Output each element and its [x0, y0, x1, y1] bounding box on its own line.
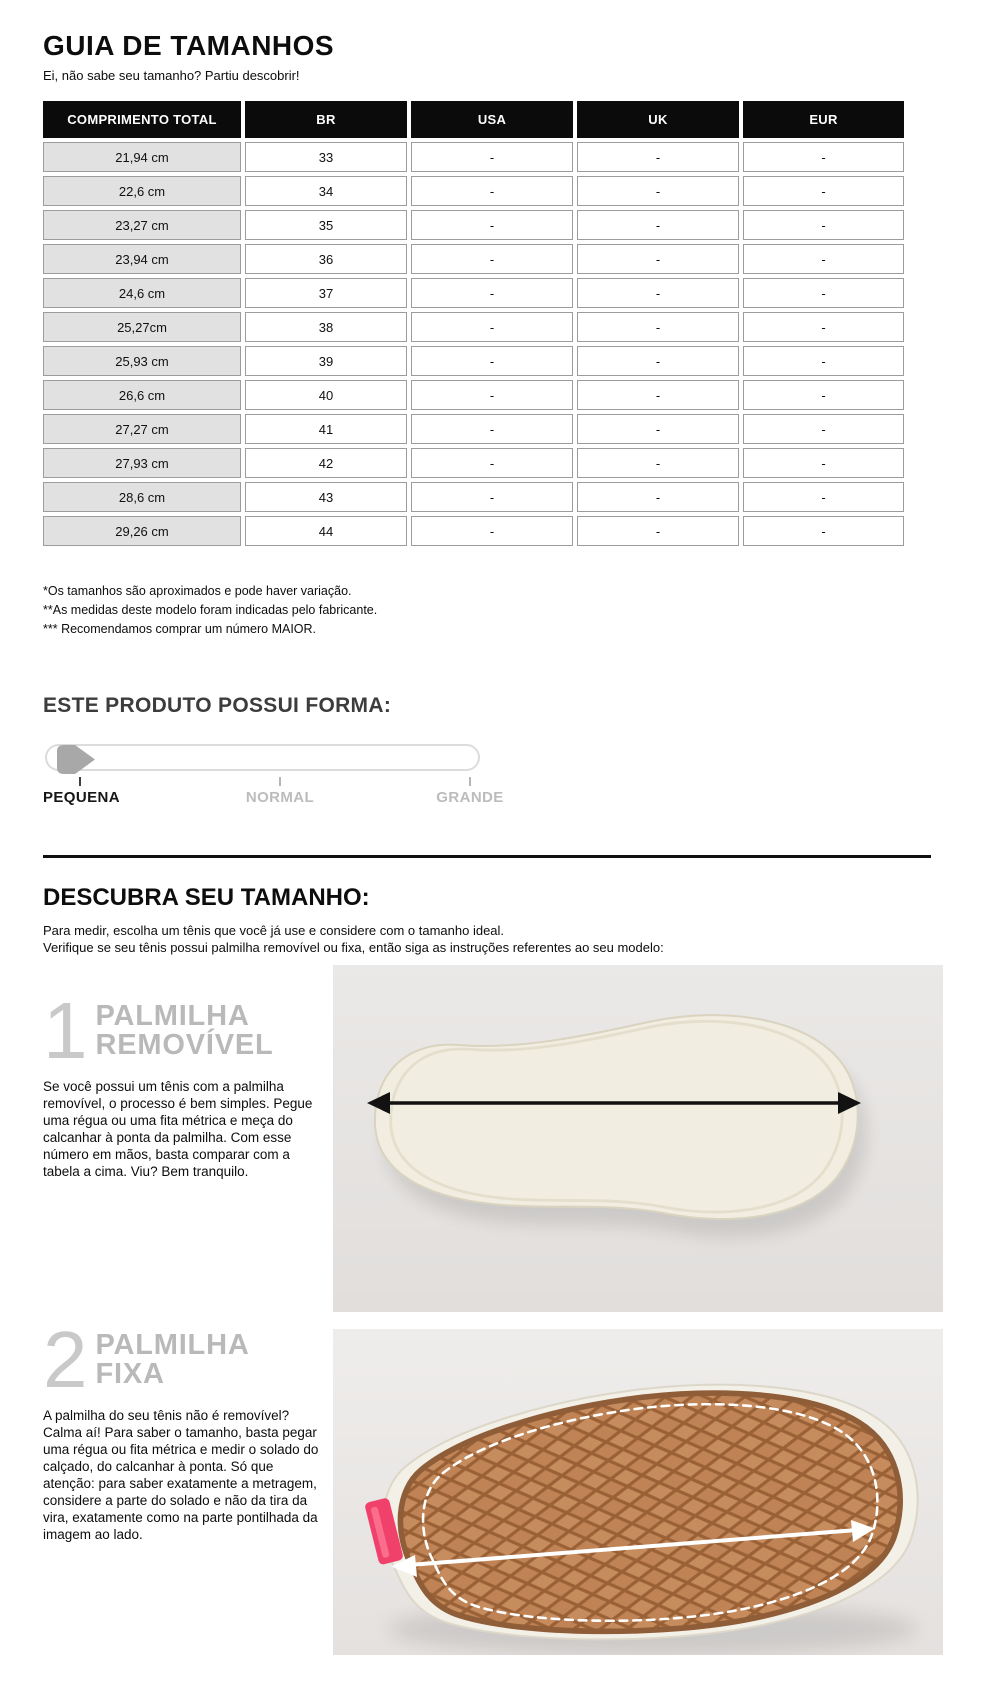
cell-br: 39: [245, 346, 407, 376]
cell-br: 41: [245, 414, 407, 444]
cell-comprimento: 26,6 cm: [43, 380, 241, 410]
cell-uk: -: [577, 448, 739, 478]
intro-line-1: Para medir, escolha um tênis que você já use e considere com o tamanho ideal.: [43, 923, 505, 939]
col-header-uk: UK: [577, 101, 739, 138]
cell-comprimento: 24,6 cm: [43, 278, 241, 308]
insole-photo: [333, 965, 943, 1312]
sole-illustration: [333, 1329, 943, 1655]
forma-tick-grande: [469, 777, 471, 786]
footnote-2: **As medidas deste modelo foram indicadas pelo fabricante.: [43, 602, 378, 617]
table-row: [43, 516, 904, 546]
cell-eur: -: [743, 448, 904, 478]
table-row: [43, 346, 904, 376]
col-header-usa: USA: [411, 101, 573, 138]
table-row: [43, 414, 904, 444]
step-2-title-line1: PALMILHA: [95, 1329, 250, 1362]
cell-uk: -: [577, 312, 739, 342]
table-row: [43, 176, 904, 206]
cell-eur: -: [743, 278, 904, 308]
forma-option-pequena: PEQUENA: [43, 789, 120, 807]
cell-uk: -: [577, 346, 739, 376]
step-palmilha-removivel: [43, 965, 957, 1312]
table-row: [43, 380, 904, 410]
cell-br: 38: [245, 312, 407, 342]
cell-br: 35: [245, 210, 407, 240]
cell-eur: -: [743, 176, 904, 206]
forma-slider-track: [45, 744, 480, 771]
step-2-heading: [43, 1315, 333, 1405]
step-2-text: [43, 1315, 333, 1543]
cell-br: 36: [245, 244, 407, 274]
size-table: [39, 97, 908, 550]
cell-br: 33: [245, 142, 407, 172]
cell-br: 34: [245, 176, 407, 206]
cell-eur: -: [743, 380, 904, 410]
cell-eur: -: [743, 142, 904, 172]
cell-comprimento: 25,27cm: [43, 312, 241, 342]
cell-eur: -: [743, 210, 904, 240]
cell-usa: -: [411, 380, 573, 410]
cell-eur: -: [743, 346, 904, 376]
col-header-comprimento-total: COMPRIMENTO TOTAL: [43, 101, 241, 138]
cell-comprimento: 23,27 cm: [43, 210, 241, 240]
table-row: [43, 210, 904, 240]
size-table-header: [43, 101, 904, 138]
cell-br: 42: [245, 448, 407, 478]
cell-uk: -: [577, 142, 739, 172]
insole-shape: [375, 1015, 858, 1219]
step-2-body: A palmilha do seu tênis não é removível? Calma aí! Para saber o tamanho, basta pegar uma régua ou fita métrica e medir o solado do calçado, do calcanhar à ponta. Só que atenção: para saber exatamente a metragem, considere a parte do solado e não da tira da vira, exatamente como na parte pontilhada da imagem ao lado.: [43, 1408, 319, 1543]
cell-eur: -: [743, 414, 904, 444]
cell-eur: -: [743, 482, 904, 512]
cell-usa: -: [411, 210, 573, 240]
cell-usa: -: [411, 482, 573, 512]
cell-comprimento: 23,94 cm: [43, 244, 241, 274]
cell-usa: -: [411, 142, 573, 172]
footnote-3: *** Recomendamos comprar um número MAIOR.: [43, 621, 317, 636]
cell-usa: -: [411, 414, 573, 444]
cell-br: 37: [245, 278, 407, 308]
cell-comprimento: 29,26 cm: [43, 516, 241, 546]
discover-intro: [43, 922, 957, 956]
cell-uk: -: [577, 482, 739, 512]
forma-indicator-arrow-icon: [50, 742, 98, 777]
cell-comprimento: 21,94 cm: [43, 142, 241, 172]
table-row: [43, 482, 904, 512]
cell-uk: -: [577, 414, 739, 444]
cell-usa: -: [411, 448, 573, 478]
step-2-number: 2: [43, 1315, 86, 1405]
cell-comprimento: 27,27 cm: [43, 414, 241, 444]
cell-usa: -: [411, 278, 573, 308]
step-1-title-line1: PALMILHA: [95, 1000, 250, 1033]
cell-eur: -: [743, 516, 904, 546]
step-palmilha-fixa: [43, 1315, 957, 1655]
cell-comprimento: 27,93 cm: [43, 448, 241, 478]
table-footnotes: [43, 582, 957, 638]
table-row: [43, 312, 904, 342]
cell-br: 44: [245, 516, 407, 546]
cell-uk: -: [577, 176, 739, 206]
table-row: [43, 142, 904, 172]
step-1-text: [43, 965, 333, 1180]
cell-usa: -: [411, 176, 573, 206]
forma-fit-indicator: [43, 744, 513, 810]
cell-uk: -: [577, 244, 739, 274]
forma-option-grande: GRANDE: [436, 789, 504, 807]
step-2-title-line2: FIXA: [95, 1358, 165, 1391]
cell-usa: -: [411, 312, 573, 342]
cell-uk: -: [577, 516, 739, 546]
step-1-body: Se você possui um tênis com a palmilha removível, o processo é bem simples. Pegue uma régua ou uma fita métrica e meça do calcanhar à ponta da palmilha. Com esse número em mãos, basta comparar com a tabela a cima. Viu? Bem tranquilo.: [43, 1079, 313, 1180]
cell-usa: -: [411, 244, 573, 274]
step-1-number: 1: [43, 986, 86, 1076]
cell-comprimento: 25,93 cm: [43, 346, 241, 376]
forma-tick-pequena: [79, 777, 81, 786]
cell-usa: -: [411, 516, 573, 546]
table-row: [43, 244, 904, 274]
cell-uk: -: [577, 210, 739, 240]
table-row: [43, 448, 904, 478]
cell-br: 40: [245, 380, 407, 410]
footnote-1: *Os tamanhos são aproximados e pode haver variação.: [43, 584, 352, 598]
intro-line-2: Verifique se seu tênis possui palmilha removível ou fixa, então siga as instruções referentes ao seu modelo:: [43, 940, 664, 956]
cell-usa: -: [411, 346, 573, 376]
discover-heading: DESCUBRA SEU TAMANHO:: [43, 884, 370, 912]
cell-comprimento: 22,6 cm: [43, 176, 241, 206]
cell-br: 43: [245, 482, 407, 512]
col-header-eur: EUR: [743, 101, 904, 138]
forma-heading: ESTE PRODUTO POSSUI FORMA:: [43, 694, 392, 718]
cell-uk: -: [577, 278, 739, 308]
section-divider: [43, 855, 931, 858]
table-row: [43, 278, 904, 308]
page-title: GUIA DE TAMANHOS: [43, 30, 335, 61]
forma-option-normal: NORMAL: [245, 789, 315, 807]
cell-eur: -: [743, 312, 904, 342]
sole-photo: [333, 1329, 943, 1655]
cell-uk: -: [577, 380, 739, 410]
page-subtitle: Ei, não sabe seu tamanho? Partiu descobrir!: [43, 68, 300, 83]
size-table-body: [43, 142, 904, 546]
forma-tick-normal: [279, 777, 281, 786]
step-1-title-line2: REMOVÍVEL: [95, 1029, 274, 1062]
col-header-br: BR: [245, 101, 407, 138]
cell-eur: -: [743, 244, 904, 274]
insole-illustration: [333, 965, 943, 1312]
cell-comprimento: 28,6 cm: [43, 482, 241, 512]
step-1-heading: [43, 986, 333, 1076]
